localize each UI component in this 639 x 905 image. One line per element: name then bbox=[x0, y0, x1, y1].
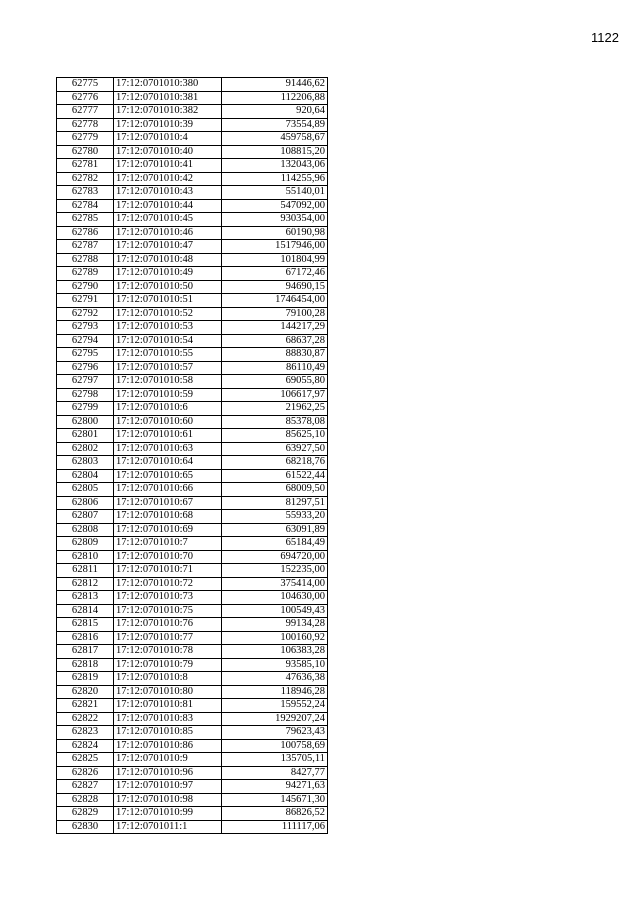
cadastral-number-cell: 17:12:0701010:4 bbox=[114, 132, 222, 146]
cadastral-number-cell: 17:12:0701010:49 bbox=[114, 267, 222, 281]
cadastral-number-cell: 17:12:0701010:42 bbox=[114, 172, 222, 186]
table-row bbox=[57, 105, 328, 119]
cadastral-number-cell: 17:12:0701010:70 bbox=[114, 550, 222, 564]
cadastral-number-cell: 17:12:0701010:71 bbox=[114, 564, 222, 578]
cadastral-number-cell: 17:12:0701010:83 bbox=[114, 712, 222, 726]
row-number-cell: 62778 bbox=[57, 118, 114, 132]
cadastral-number-cell: 17:12:0701010:61 bbox=[114, 429, 222, 443]
row-number-cell: 62818 bbox=[57, 658, 114, 672]
table-row bbox=[57, 388, 328, 402]
cadastral-number-cell: 17:12:0701010:86 bbox=[114, 739, 222, 753]
table-row bbox=[57, 739, 328, 753]
value-cell: 94271,63 bbox=[222, 780, 328, 794]
value-cell: 920,64 bbox=[222, 105, 328, 119]
cadastral-number-cell: 17:12:0701010:44 bbox=[114, 199, 222, 213]
cadastral-number-cell: 17:12:0701010:50 bbox=[114, 280, 222, 294]
row-number-cell: 62820 bbox=[57, 685, 114, 699]
value-cell: 152235,00 bbox=[222, 564, 328, 578]
row-number-cell: 62796 bbox=[57, 361, 114, 375]
row-number-cell: 62812 bbox=[57, 577, 114, 591]
row-number-cell: 62787 bbox=[57, 240, 114, 254]
table-row bbox=[57, 618, 328, 632]
table-row bbox=[57, 726, 328, 740]
table-row bbox=[57, 267, 328, 281]
row-number-cell: 62780 bbox=[57, 145, 114, 159]
row-number-cell: 62795 bbox=[57, 348, 114, 362]
cadastral-number-cell: 17:12:0701010:77 bbox=[114, 631, 222, 645]
value-cell: 100160,92 bbox=[222, 631, 328, 645]
table-row bbox=[57, 496, 328, 510]
cadastral-number-cell: 17:12:0701010:72 bbox=[114, 577, 222, 591]
cadastral-number-cell: 17:12:0701010:78 bbox=[114, 645, 222, 659]
row-number-cell: 62829 bbox=[57, 807, 114, 821]
table-row bbox=[57, 280, 328, 294]
table-row bbox=[57, 820, 328, 834]
cadastral-number-cell: 17:12:0701010:41 bbox=[114, 159, 222, 173]
value-cell: 144217,29 bbox=[222, 321, 328, 335]
value-cell: 694720,00 bbox=[222, 550, 328, 564]
cadastral-number-cell: 17:12:0701010:59 bbox=[114, 388, 222, 402]
table-row bbox=[57, 483, 328, 497]
table-row bbox=[57, 253, 328, 267]
value-cell: 100758,69 bbox=[222, 739, 328, 753]
row-number-cell: 62825 bbox=[57, 753, 114, 767]
cadastral-number-cell: 17:12:0701010:76 bbox=[114, 618, 222, 632]
row-number-cell: 62817 bbox=[57, 645, 114, 659]
row-number-cell: 62802 bbox=[57, 442, 114, 456]
cadastral-number-cell: 17:12:0701010:47 bbox=[114, 240, 222, 254]
value-cell: 69055,80 bbox=[222, 375, 328, 389]
table-row bbox=[57, 456, 328, 470]
row-number-cell: 62809 bbox=[57, 537, 114, 551]
value-cell: 8427,77 bbox=[222, 766, 328, 780]
value-cell: 459758,67 bbox=[222, 132, 328, 146]
cadastral-number-cell: 17:12:0701010:80 bbox=[114, 685, 222, 699]
value-cell: 118946,28 bbox=[222, 685, 328, 699]
table-row bbox=[57, 469, 328, 483]
table-row bbox=[57, 226, 328, 240]
table-row bbox=[57, 213, 328, 227]
page-number: 1122 bbox=[591, 30, 619, 45]
value-cell: 79100,28 bbox=[222, 307, 328, 321]
cadastral-number-cell: 17:12:0701010:69 bbox=[114, 523, 222, 537]
row-number-cell: 62786 bbox=[57, 226, 114, 240]
table-row bbox=[57, 712, 328, 726]
value-cell: 100549,43 bbox=[222, 604, 328, 618]
row-number-cell: 62798 bbox=[57, 388, 114, 402]
cadastral-number-cell: 17:12:0701010:39 bbox=[114, 118, 222, 132]
table-row bbox=[57, 159, 328, 173]
table-row bbox=[57, 321, 328, 335]
cadastral-number-cell: 17:12:0701010:9 bbox=[114, 753, 222, 767]
value-cell: 106617,97 bbox=[222, 388, 328, 402]
table-row bbox=[57, 550, 328, 564]
cadastral-number-cell: 17:12:0701010:99 bbox=[114, 807, 222, 821]
row-number-cell: 62824 bbox=[57, 739, 114, 753]
cadastral-number-cell: 17:12:0701010:382 bbox=[114, 105, 222, 119]
cadastral-number-cell: 17:12:0701010:75 bbox=[114, 604, 222, 618]
value-cell: 86110,49 bbox=[222, 361, 328, 375]
row-number-cell: 62826 bbox=[57, 766, 114, 780]
table-row bbox=[57, 577, 328, 591]
row-number-cell: 62811 bbox=[57, 564, 114, 578]
cadastral-number-cell: 17:12:0701010:48 bbox=[114, 253, 222, 267]
row-number-cell: 62823 bbox=[57, 726, 114, 740]
table-row bbox=[57, 118, 328, 132]
cadastral-number-cell: 17:12:0701010:46 bbox=[114, 226, 222, 240]
value-cell: 86826,52 bbox=[222, 807, 328, 821]
cadastral-number-cell: 17:12:0701010:64 bbox=[114, 456, 222, 470]
table-row bbox=[57, 240, 328, 254]
value-cell: 104630,00 bbox=[222, 591, 328, 605]
value-cell: 93585,10 bbox=[222, 658, 328, 672]
row-number-cell: 62785 bbox=[57, 213, 114, 227]
table-row bbox=[57, 132, 328, 146]
table-row bbox=[57, 604, 328, 618]
cadastral-number-cell: 17:12:0701010:8 bbox=[114, 672, 222, 686]
value-cell: 63927,50 bbox=[222, 442, 328, 456]
row-number-cell: 62822 bbox=[57, 712, 114, 726]
table-row bbox=[57, 307, 328, 321]
cadastral-number-cell: 17:12:0701010:53 bbox=[114, 321, 222, 335]
table-row bbox=[57, 78, 328, 92]
value-cell: 67172,46 bbox=[222, 267, 328, 281]
table-row bbox=[57, 402, 328, 416]
value-cell: 55140,01 bbox=[222, 186, 328, 200]
cadastral-number-cell: 17:12:0701010:98 bbox=[114, 793, 222, 807]
table-row bbox=[57, 294, 328, 308]
row-number-cell: 62807 bbox=[57, 510, 114, 524]
row-number-cell: 62794 bbox=[57, 334, 114, 348]
value-cell: 63091,89 bbox=[222, 523, 328, 537]
table-row bbox=[57, 415, 328, 429]
table-row bbox=[57, 591, 328, 605]
value-cell: 47636,38 bbox=[222, 672, 328, 686]
value-cell: 21962,25 bbox=[222, 402, 328, 416]
row-number-cell: 62805 bbox=[57, 483, 114, 497]
row-number-cell: 62821 bbox=[57, 699, 114, 713]
cadastral-number-cell: 17:12:0701010:43 bbox=[114, 186, 222, 200]
cadastral-number-cell: 17:12:0701010:63 bbox=[114, 442, 222, 456]
row-number-cell: 62814 bbox=[57, 604, 114, 618]
table-row bbox=[57, 537, 328, 551]
value-cell: 68009,50 bbox=[222, 483, 328, 497]
row-number-cell: 62797 bbox=[57, 375, 114, 389]
table-row bbox=[57, 807, 328, 821]
value-cell: 94690,15 bbox=[222, 280, 328, 294]
row-number-cell: 62803 bbox=[57, 456, 114, 470]
cadastral-number-cell: 17:12:0701010:67 bbox=[114, 496, 222, 510]
row-number-cell: 62810 bbox=[57, 550, 114, 564]
value-cell: 65184,49 bbox=[222, 537, 328, 551]
table-row bbox=[57, 793, 328, 807]
table-row bbox=[57, 510, 328, 524]
row-number-cell: 62808 bbox=[57, 523, 114, 537]
row-number-cell: 62827 bbox=[57, 780, 114, 794]
value-cell: 55933,20 bbox=[222, 510, 328, 524]
row-number-cell: 62783 bbox=[57, 186, 114, 200]
table-row bbox=[57, 523, 328, 537]
cadastral-number-cell: 17:12:0701010:66 bbox=[114, 483, 222, 497]
cadastral-number-cell: 17:12:0701010:97 bbox=[114, 780, 222, 794]
value-cell: 68637,28 bbox=[222, 334, 328, 348]
value-cell: 159552,24 bbox=[222, 699, 328, 713]
cadastral-number-cell: 17:12:0701010:52 bbox=[114, 307, 222, 321]
row-number-cell: 62791 bbox=[57, 294, 114, 308]
cadastral-number-cell: 17:12:0701010:73 bbox=[114, 591, 222, 605]
row-number-cell: 62781 bbox=[57, 159, 114, 173]
cadastral-number-cell: 17:12:0701010:96 bbox=[114, 766, 222, 780]
value-cell: 99134,28 bbox=[222, 618, 328, 632]
row-number-cell: 62816 bbox=[57, 631, 114, 645]
table-row bbox=[57, 375, 328, 389]
cadastral-number-cell: 17:12:0701010:40 bbox=[114, 145, 222, 159]
value-cell: 91446,62 bbox=[222, 78, 328, 92]
table-row bbox=[57, 199, 328, 213]
table-row bbox=[57, 645, 328, 659]
cadastral-number-cell: 17:12:0701010:65 bbox=[114, 469, 222, 483]
value-cell: 547092,00 bbox=[222, 199, 328, 213]
row-number-cell: 62789 bbox=[57, 267, 114, 281]
row-number-cell: 62799 bbox=[57, 402, 114, 416]
cadastral-value-table bbox=[56, 77, 328, 834]
row-number-cell: 62819 bbox=[57, 672, 114, 686]
value-cell: 85625,10 bbox=[222, 429, 328, 443]
cadastral-number-cell: 17:12:0701011:1 bbox=[114, 820, 222, 834]
row-number-cell: 62782 bbox=[57, 172, 114, 186]
value-cell: 108815,20 bbox=[222, 145, 328, 159]
row-number-cell: 62779 bbox=[57, 132, 114, 146]
table-row bbox=[57, 334, 328, 348]
table-row bbox=[57, 442, 328, 456]
row-number-cell: 62813 bbox=[57, 591, 114, 605]
row-number-cell: 62801 bbox=[57, 429, 114, 443]
cadastral-number-cell: 17:12:0701010:58 bbox=[114, 375, 222, 389]
value-cell: 106383,28 bbox=[222, 645, 328, 659]
row-number-cell: 62793 bbox=[57, 321, 114, 335]
row-number-cell: 62777 bbox=[57, 105, 114, 119]
row-number-cell: 62792 bbox=[57, 307, 114, 321]
table-row bbox=[57, 361, 328, 375]
cadastral-number-cell: 17:12:0701010:81 bbox=[114, 699, 222, 713]
row-number-cell: 62815 bbox=[57, 618, 114, 632]
value-cell: 68218,76 bbox=[222, 456, 328, 470]
table-row bbox=[57, 186, 328, 200]
cadastral-number-cell: 17:12:0701010:55 bbox=[114, 348, 222, 362]
value-cell: 61522,44 bbox=[222, 469, 328, 483]
cadastral-number-cell: 17:12:0701010:54 bbox=[114, 334, 222, 348]
cadastral-number-cell: 17:12:0701010:381 bbox=[114, 91, 222, 105]
table-row bbox=[57, 348, 328, 362]
row-number-cell: 62804 bbox=[57, 469, 114, 483]
value-cell: 930354,00 bbox=[222, 213, 328, 227]
row-number-cell: 62775 bbox=[57, 78, 114, 92]
value-cell: 145671,30 bbox=[222, 793, 328, 807]
cadastral-number-cell: 17:12:0701010:6 bbox=[114, 402, 222, 416]
table-row bbox=[57, 699, 328, 713]
cadastral-number-cell: 17:12:0701010:60 bbox=[114, 415, 222, 429]
table-row bbox=[57, 780, 328, 794]
row-number-cell: 62784 bbox=[57, 199, 114, 213]
value-cell: 73554,89 bbox=[222, 118, 328, 132]
table-body bbox=[57, 78, 328, 834]
table-row bbox=[57, 91, 328, 105]
table-row bbox=[57, 753, 328, 767]
table-row bbox=[57, 429, 328, 443]
value-cell: 81297,51 bbox=[222, 496, 328, 510]
row-number-cell: 62776 bbox=[57, 91, 114, 105]
table-row bbox=[57, 564, 328, 578]
table-row bbox=[57, 631, 328, 645]
cadastral-number-cell: 17:12:0701010:380 bbox=[114, 78, 222, 92]
value-cell: 111117,06 bbox=[222, 820, 328, 834]
value-cell: 85378,08 bbox=[222, 415, 328, 429]
cadastral-number-cell: 17:12:0701010:7 bbox=[114, 537, 222, 551]
row-number-cell: 62806 bbox=[57, 496, 114, 510]
value-cell: 132043,06 bbox=[222, 159, 328, 173]
value-cell: 135705,11 bbox=[222, 753, 328, 767]
value-cell: 1929207,24 bbox=[222, 712, 328, 726]
value-cell: 375414,00 bbox=[222, 577, 328, 591]
row-number-cell: 62830 bbox=[57, 820, 114, 834]
value-cell: 60190,98 bbox=[222, 226, 328, 240]
row-number-cell: 62800 bbox=[57, 415, 114, 429]
cadastral-number-cell: 17:12:0701010:57 bbox=[114, 361, 222, 375]
cadastral-number-cell: 17:12:0701010:68 bbox=[114, 510, 222, 524]
table-row bbox=[57, 172, 328, 186]
row-number-cell: 62790 bbox=[57, 280, 114, 294]
cadastral-number-cell: 17:12:0701010:51 bbox=[114, 294, 222, 308]
table-row bbox=[57, 685, 328, 699]
value-cell: 1746454,00 bbox=[222, 294, 328, 308]
row-number-cell: 62788 bbox=[57, 253, 114, 267]
table-row bbox=[57, 672, 328, 686]
cadastral-number-cell: 17:12:0701010:79 bbox=[114, 658, 222, 672]
value-cell: 101804,99 bbox=[222, 253, 328, 267]
value-cell: 88830,87 bbox=[222, 348, 328, 362]
table-row bbox=[57, 766, 328, 780]
table-row bbox=[57, 145, 328, 159]
cadastral-number-cell: 17:12:0701010:85 bbox=[114, 726, 222, 740]
cadastral-number-cell: 17:12:0701010:45 bbox=[114, 213, 222, 227]
value-cell: 114255,96 bbox=[222, 172, 328, 186]
value-cell: 1517946,00 bbox=[222, 240, 328, 254]
row-number-cell: 62828 bbox=[57, 793, 114, 807]
value-cell: 112206,88 bbox=[222, 91, 328, 105]
value-cell: 79623,43 bbox=[222, 726, 328, 740]
table-row bbox=[57, 658, 328, 672]
